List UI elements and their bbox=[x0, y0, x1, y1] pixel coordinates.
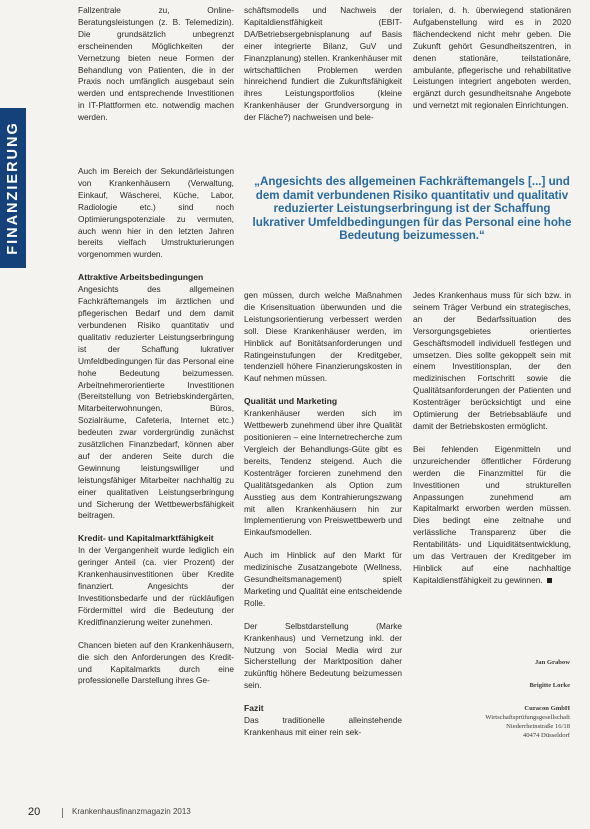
top-column-2 bbox=[244, 5, 402, 167]
paragraph: Das traditionelle alleinstehende Krankenhaus mit einer rein sek- bbox=[244, 715, 402, 738]
pull-quote: „Angesichts des allgemeinen Fachkräftemangels [...] und dem damit verbundenen Risiko quantitativ und qualitativ reduzierter Leistungserbringung ist der Schaffung lukrativer Umfeldbedingungen für das Personal eine hohe Bedeutung beizumessen.“ bbox=[252, 175, 572, 243]
paragraph: Fallzentrale zu, Online-Beratungsleistungen (z. B. Telemedizin). Die grundsätzlich unbegrenzt erscheinenden Möglichkeiten der Vernetzung bieten neue Formen der Behandlung von Patienten, die in der Praxis noch umfänglich ausgebaut sein werden und entsprechende Investitionen in IT-Plattformen etc. notwendig machen werden. bbox=[78, 5, 234, 123]
section-heading: Attraktive Arbeitsbedingungen bbox=[78, 272, 204, 283]
paragraph: Der Selbstdarstellung (Marke Krankenhaus) und Vernetzung inkl. der Nutzung von Social Media wird zur Sicherstellung der Marktposition daher zukünftig höhere Bedeutung beizumessen sein. bbox=[244, 620, 402, 691]
bottom-column-3 bbox=[413, 290, 571, 630]
section-heading: Qualität und Marketing bbox=[244, 396, 338, 407]
paragraph: schäftsmodells und Nachweis der Kapitaldienstfähigkeit (EBIT-DA/Betriebsergebnisplanung auf Basis einer integrierte Bilanz, GuV und Finanzplanung) stellen. Krankenhäuser mit wirtschaftlichen Problemen werden hinreichend fundiert die Zukunftsfähigkeit ihres Leistungsportfolios (kleine Krankenhäuser der Grundversorgung in der Fläche?) nachweisen und bele- bbox=[244, 5, 402, 123]
bottom-column-2 bbox=[244, 290, 402, 800]
author-name: Jan Grabow bbox=[535, 659, 570, 666]
page-number: 20 bbox=[28, 806, 41, 818]
company-type: Wirtschaftsprüfungsgesellschaft bbox=[485, 714, 570, 721]
paragraph: Jedes Krankenhaus muss für sich bzw. in seinem Träger Verbund ein strategisches, an der Bedarfssituation des Versorgungsgebietes orientiertes Geschäftsmodell individuell festlegen und umsetzen. Dies sollte gekoppelt sein mit einem Investitionsplan, der den medizinischen Fortschritt sowie die Qualitätsanforderungen der Patienten und Kostenträger berücksichtigt und eine Optimierung der Betriebsabläufe und damit der Betriebskosten ermöglicht. bbox=[413, 290, 571, 431]
paragraph: Angesichts des allgemeinen Fachkräftemangels im ärztlichen und pflegerischen Bedarf und dem damit verbundenen Risiko quantitativ und qualitativ reduzierter Leistungserbringung ist der Schaffung lukrativer Umfeldbedingungen für das Personal eine hohe Bedeutung beizumessen. Arbeitnehmerorientierte Investitionen (Bereitstellung von Betriebskindergärten, Mitarbeiterwohnungen, Büros, Sozialräume, Cafeteria, Internet etc.) bedeuten zwar vordergründig zunächst zusätzlichen Finanzbedarf, können aber auf der anderen Seite durch die Gewinnung leistungswilliger und leistungsfähiger Mitarbeiter nachhaltig zu einer qualitativen Leistungserbringung und Sicherung der Wettbewerbsfähigkeit beitragen. bbox=[78, 284, 234, 521]
bottom-column-1 bbox=[78, 166, 234, 788]
paragraph: torialen, d. h. überwiegend stationären Aufgabenstellung wird es in 2020 flächendeckend nicht mehr geben. Die Zukunft gehört Gesundheitszentren, in denen stationäre, teilstationäre, ambulante, pflegerische und rehabilitative Leistungen integriert angeboten werden, ergänzt durch gesundheitsnahe Angebote und vernetzt mit regionalen Einrichtungen. bbox=[413, 5, 571, 111]
paragraph: Auch im Hinblick auf den Markt für medizinische Zusatzangebote (Wellness, Gesundheitsmanagement) spielt Marketing und Qualität eine entscheidende Rolle. bbox=[244, 550, 402, 608]
paragraph: In der Vergangenheit wurde lediglich ein geringer Anteil (ca. vier Prozent) der Krankenhausinvestitionen über Kredite finanziert. Angesichts der Investitionsbedarfe und der rückläufigen Fördermittel wird die Bedeutung der Kreditfinanzierung weiter zunehmen. bbox=[78, 545, 234, 627]
company-city: 40474 Düsseldorf bbox=[522, 732, 570, 739]
footer-divider bbox=[62, 808, 63, 818]
paragraph: Krankenhäuser werden sich im Wettbewerb zunehmend über ihre Qualität positionieren – eine Internetrecherche zum Vergleich der Behandlungs-Güte gibt es bereits, Tendenz steigend. Auch die Kostenträger forcieren zunehmend den Qualitätsgedanken als Option zum Ausstieg aus dem Kontrahierungszwang mit allen Krankenhäusern hin zur Implementierung von Preiswettbewerb und Einkaufsmodellen. bbox=[244, 408, 402, 538]
journal-name: Krankenhausfinanzmagazin 2013 bbox=[72, 807, 191, 816]
section-tab bbox=[0, 108, 26, 268]
company-name: Curacon GmbH bbox=[524, 705, 570, 712]
paragraph: Chancen bieten auf den Krankenhäusern, die sich den Anforderungen des Kredit- und Kapitalmarkts durch eine professionelle Darstellung ihres Ge- bbox=[78, 639, 234, 686]
paragraph: Auch im Bereich der Sekundärleistungen von Krankenhäusern (Verwaltung, Einkauf, Wäscherei, Küche, Labor, Radiologie etc.) sind noch Optimierungspotenziale zu vermuten, auch wenn hier in den letzten Jahren bereits vielfach Umstrukturierungen vorgenommen wurden. bbox=[78, 166, 234, 260]
section-tab-label: FINANZIERUNG bbox=[5, 121, 21, 255]
company-street: Niederrheinstraße 16/18 bbox=[506, 723, 570, 730]
author-credits bbox=[420, 658, 570, 740]
page-footer bbox=[28, 806, 568, 820]
paragraph: gen müssen, durch welche Maßnahmen die Krisensituation überwunden und die Leistungsorientierung verbessert werden soll. Diese Krankenhäuser werden, im Hinblick auf Bonitätsanforderungen und Ratingeinstufungen der Kreditgeber, tendenziell höhere Finanzierungskosten in Kauf nehmen müssen. bbox=[244, 290, 402, 384]
section-heading: Kredit- und Kapitalmarktfähigkeit bbox=[78, 533, 214, 544]
section-heading: Fazit bbox=[244, 703, 264, 714]
article-end-mark bbox=[547, 578, 552, 583]
top-column-3 bbox=[413, 5, 571, 167]
paragraph: Bei fehlenden Eigenmitteln und unzureichender öffentlicher Förderung werden die Finanzmittel für die Investitionen und strukturellen Anpassungen zunehmend am Kapitalmarkt erworben werden müssen. Dies bedingt eine zeitnahe und verlässliche Transparenz über die Rentabilitäts- und Liquiditätsentwicklung, um das Vertrauen der Kreditgeber im Hinblick auf eine nachhaltige Kapitaldienstfähigkeit zu gewinnen. bbox=[413, 443, 571, 585]
author-name: Brigitte Lorke bbox=[529, 682, 570, 689]
top-column-1 bbox=[78, 5, 234, 163]
